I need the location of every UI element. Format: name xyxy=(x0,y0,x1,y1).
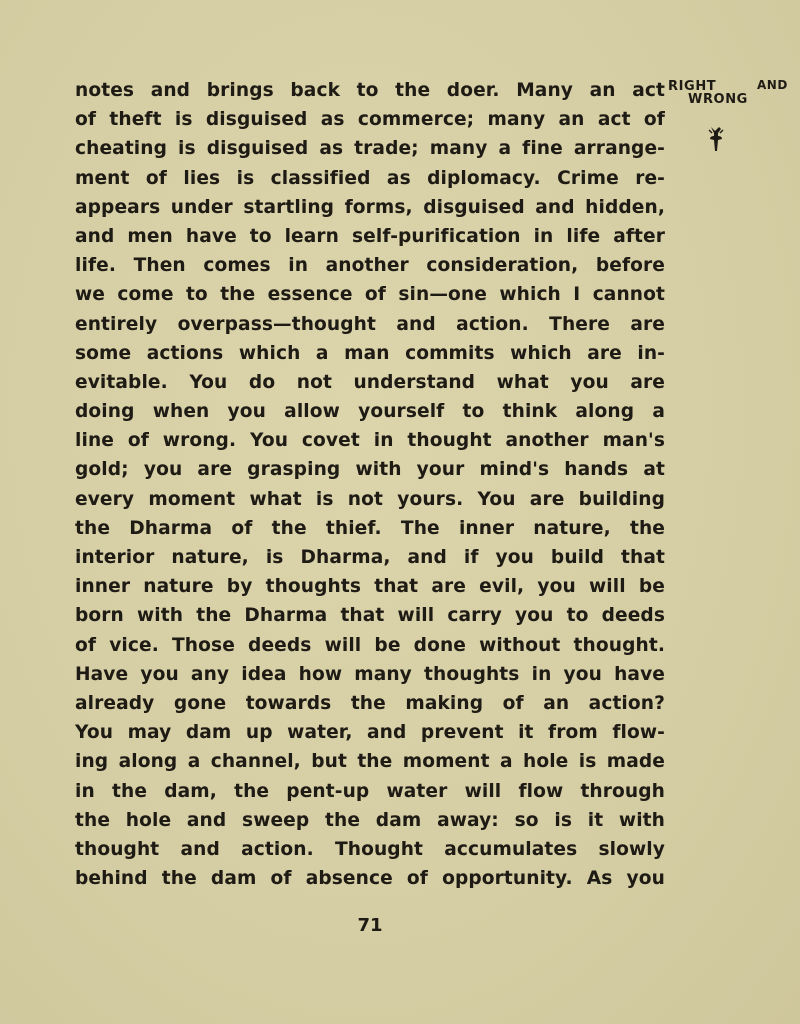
text-line: in the dam, the pent-up water will flow through xyxy=(75,780,665,802)
text-line: cheating is disguised as trade; many a fine arrange- xyxy=(75,138,665,160)
text-line: of vice. Those deeds will be done without thought. xyxy=(75,634,665,656)
margin-heading-line2: WRONG xyxy=(688,92,748,107)
text-line: of theft is disguised as commerce; many an act of xyxy=(75,109,665,131)
text-line: and men have to learn self-purification in life after xyxy=(75,225,665,247)
margin-heading-suffix: AND xyxy=(757,78,788,92)
text-line: life. Then comes in another consideration, before xyxy=(75,255,665,277)
text-line: ing along a channel, but the moment a hole is made xyxy=(75,751,665,773)
text-line: entirely overpass—thought and action. There are xyxy=(75,313,665,335)
text-line: the hole and sweep the dam away: so is it with xyxy=(75,809,665,831)
text-line: already gone towards the making of an action? xyxy=(75,692,665,714)
text-line: the Dharma of the thief. The inner nature, the xyxy=(75,517,665,539)
text-line: thought and action. Thought accumulates slowly xyxy=(75,838,665,860)
text-line: we come to the essence of sin—one which I cannot xyxy=(75,284,665,306)
text-line: doing when you allow yourself to think along a xyxy=(75,401,665,423)
page-number: 71 xyxy=(357,915,383,936)
text-line: every moment what is not yours. You are building xyxy=(75,488,665,510)
text-line: appears under startling forms, disguised and hidden, xyxy=(75,196,665,218)
body-text xyxy=(75,76,665,893)
hand-pointer-icon xyxy=(706,124,726,154)
text-line: notes and brings back to the doer. Many an act xyxy=(75,80,665,101)
text-line: ment of lies is classified as diplomacy. Crime re- xyxy=(75,167,665,189)
text-line: evitable. You do not understand what you are xyxy=(75,371,665,393)
text-line: interior nature, is Dharma, and if you build that xyxy=(75,547,665,568)
text-line: some actions which a man commits which are in- xyxy=(75,342,665,364)
text-line: Have you any idea how many thoughts in you have xyxy=(75,663,665,685)
text-line: line of wrong. You covet in thought another man's xyxy=(75,430,665,452)
margin-heading-line1: RIGHT xyxy=(668,79,717,94)
text-line: inner nature by thoughts that are evil, you will be xyxy=(75,576,665,598)
text-line: behind the dam of absence of opportunity. As you xyxy=(75,868,665,890)
text-line: You may dam up water, and prevent it from flow- xyxy=(75,722,665,744)
text-line: born with the Dharma that will carry you to deeds xyxy=(75,605,665,627)
text-line: gold; you are grasping with your mind's hands at xyxy=(75,459,665,481)
